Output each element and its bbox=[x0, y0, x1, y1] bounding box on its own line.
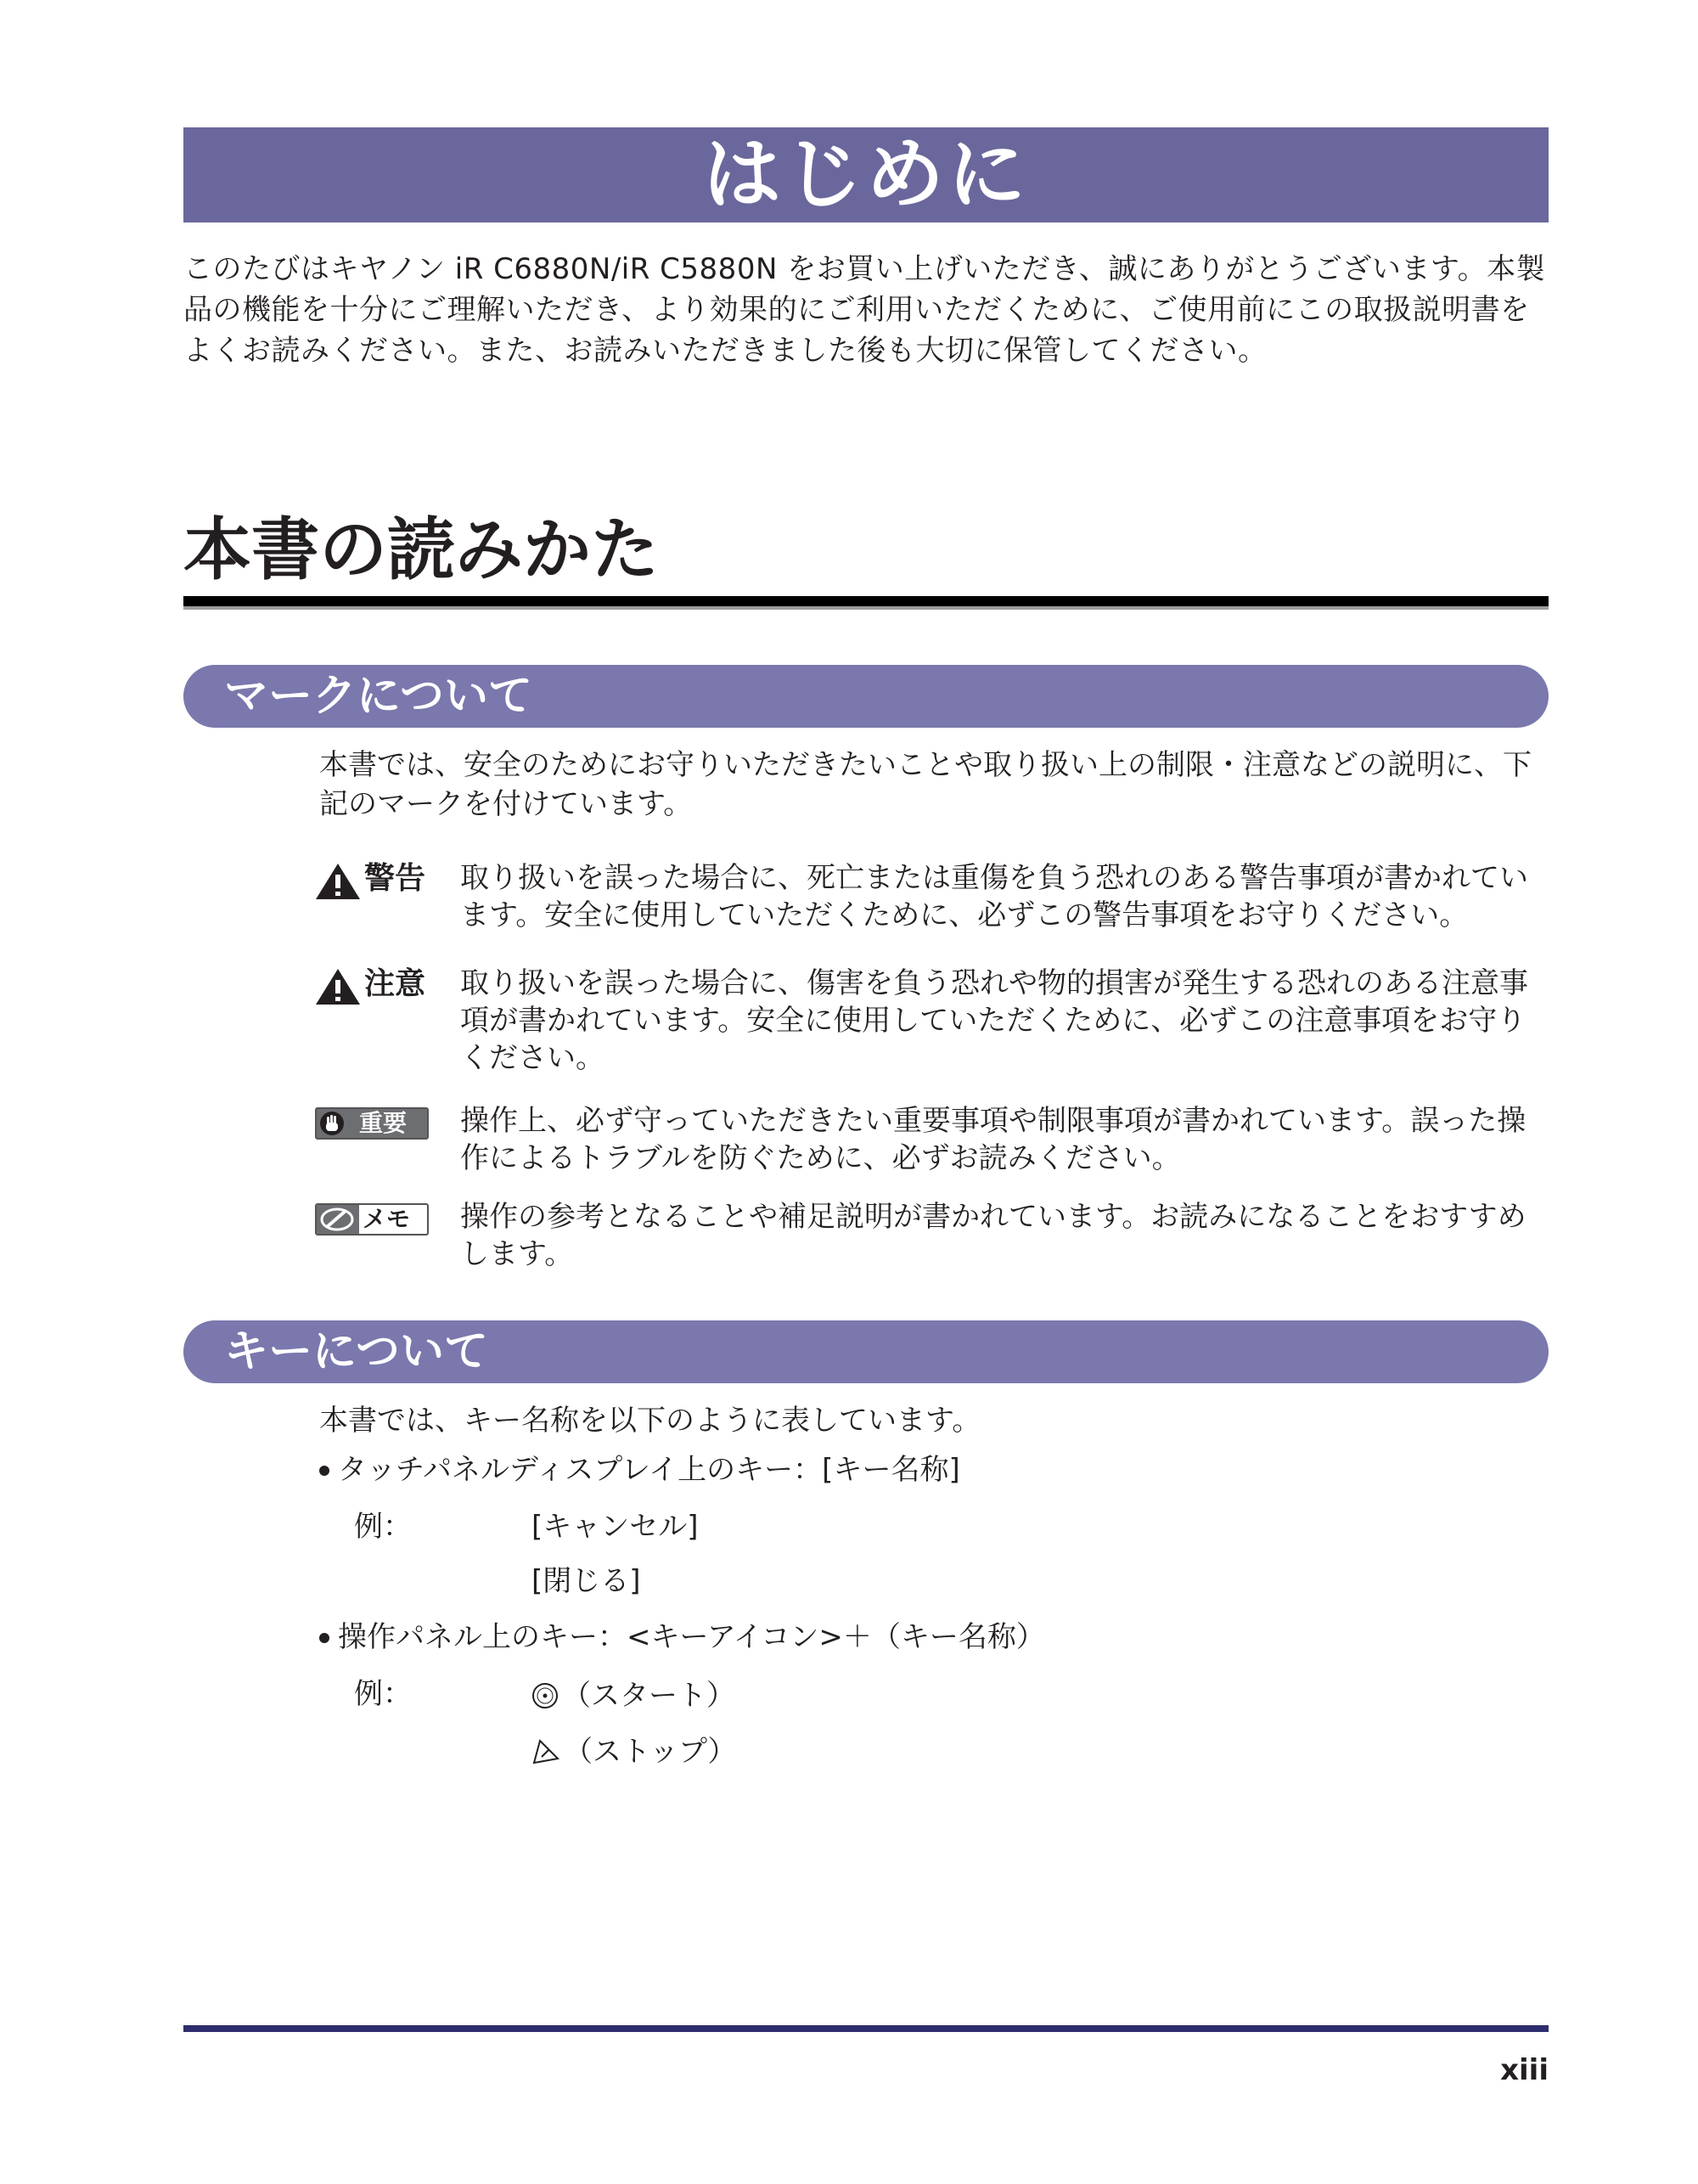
memo-badge bbox=[315, 1203, 429, 1236]
pencil-icon bbox=[320, 1207, 354, 1232]
section-rule-shadow bbox=[183, 606, 1549, 610]
warning-label-text: 警告 bbox=[364, 861, 426, 896]
section-rule bbox=[183, 596, 1549, 606]
footer-rule bbox=[183, 2025, 1549, 2032]
caution-label bbox=[315, 965, 434, 1007]
marks-intro-text: 本書では、安全のためにお守りいただきたいことや取り扱い上の制限・注意などの説明に、下記のマークを付けています。 bbox=[319, 748, 1532, 821]
warning-triangle-icon bbox=[315, 968, 361, 1005]
start-key-icon bbox=[531, 1682, 559, 1709]
manual-page bbox=[183, 0, 1549, 2184]
stop-key-icon bbox=[531, 1738, 560, 1765]
warning-label bbox=[315, 859, 434, 902]
control-example-stop bbox=[531, 1732, 736, 1771]
warning-description: 取り扱いを誤った場合に、死亡または重傷を負う恐れのある警告事項が書かれています。安全に使用していただくために、必ずこの警告事項をお守りください。 bbox=[460, 861, 1528, 932]
keys-heading: キーについて bbox=[183, 1320, 1549, 1383]
page-number: xiii bbox=[1500, 2053, 1549, 2087]
touch-example-close: [閉じる] bbox=[531, 1564, 641, 1598]
touch-panel-rule-text: タッチパネルディスプレイ上のキー：[キー名称] bbox=[338, 1453, 960, 1487]
start-key-label: （スタート） bbox=[562, 1679, 735, 1713]
caution-label-text: 注意 bbox=[364, 966, 426, 1001]
bullet-dot bbox=[319, 1466, 329, 1476]
important-description: 操作上、必ず守っていただきたい重要事項や制限事項が書かれています。誤った操作によるトラブルを防ぐために、必ずお読みください。 bbox=[460, 1104, 1527, 1175]
control-example-start bbox=[531, 1676, 735, 1715]
stop-key-label: （ストップ） bbox=[564, 1735, 737, 1769]
memo-badge-icon-area bbox=[317, 1205, 359, 1234]
control-panel-rule-text: 操作パネル上のキー：<キーアイコン>＋（キー名称） bbox=[338, 1620, 1045, 1654]
marks-heading: マークについて bbox=[183, 665, 1549, 728]
important-badge-text: 重要 bbox=[359, 1109, 408, 1137]
touch-example-label: 例： bbox=[354, 1510, 412, 1544]
touch-example-cancel: [キャンセル] bbox=[531, 1510, 699, 1544]
memo-badge-text: メモ bbox=[363, 1205, 411, 1233]
important-badge bbox=[315, 1107, 429, 1140]
hand-stop-icon bbox=[319, 1111, 345, 1136]
caution-description: 取り扱いを誤った場合に、傷害を負う恐れや物的損害が発生する恐れのある注意事項が書かれています。安全に使用していただくために、必ずこの注意事項をお守りください。 bbox=[460, 966, 1528, 1075]
control-example-label: 例： bbox=[354, 1677, 412, 1711]
section-title: 本書の読みかた bbox=[183, 510, 659, 589]
warning-triangle-icon bbox=[315, 863, 361, 900]
bullet-dot bbox=[319, 1633, 329, 1643]
chapter-title-banner: はじめに bbox=[183, 127, 1549, 222]
intro-paragraph: このたびはキヤノン iR C6880N/iR C5880N をお買い上げいただき、誠にありがとうございます。本製品の機能を十分にご理解いただき、より効果的にご利用いただくために、ご使用前にこの取扱説明書をよくお読みください。また、お読みいただきました後も大切に保管してください。 bbox=[183, 252, 1546, 368]
keys-intro-text: 本書では、キー名称を以下のように表しています。 bbox=[319, 1404, 981, 1438]
memo-description: 操作の参考となることや補足説明が書かれています。お読みになることをおすすめします。 bbox=[460, 1200, 1527, 1271]
